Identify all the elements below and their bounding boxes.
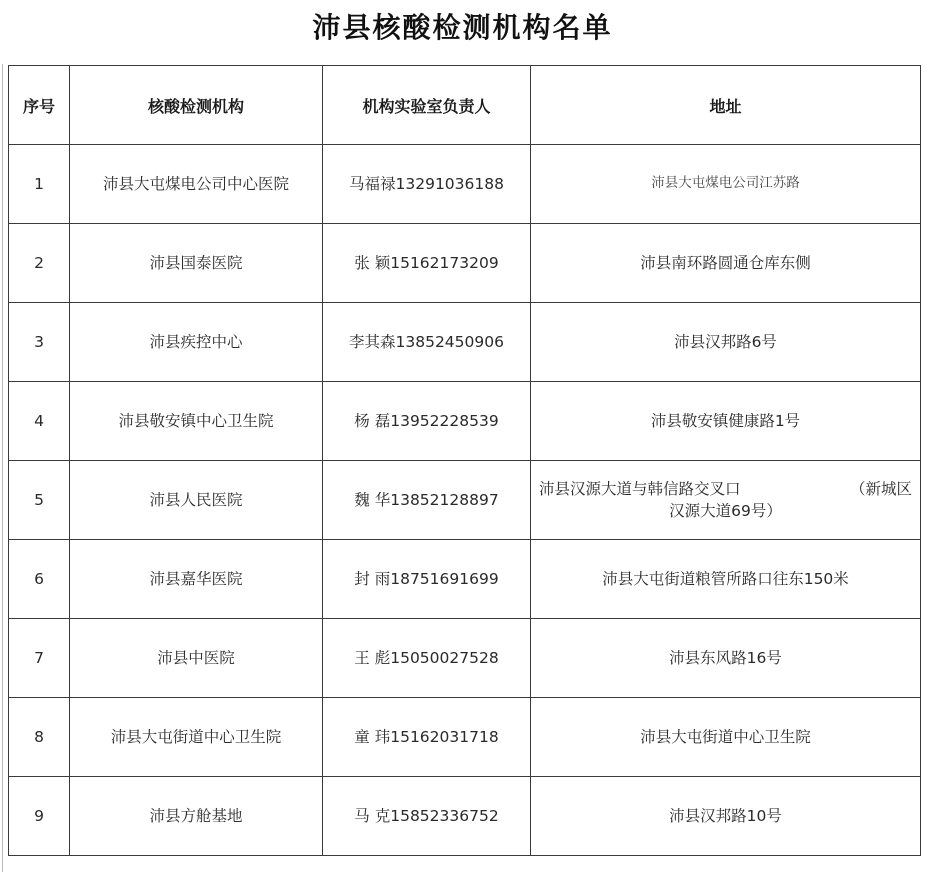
address-note: （新城区	[849, 479, 912, 498]
address-line-1	[537, 478, 914, 500]
header-institution: 核酸检测机构	[70, 66, 323, 145]
row-no: 6	[9, 540, 70, 619]
row-no: 7	[9, 619, 70, 698]
row-address: 沛县南环路圆通仓库东侧	[531, 224, 921, 303]
row-no: 4	[9, 382, 70, 461]
row-no: 9	[9, 777, 70, 856]
table-row	[9, 303, 921, 382]
row-institution: 沛县大屯街道中心卫生院	[70, 698, 323, 777]
row-institution: 沛县人民医院	[70, 461, 323, 540]
row-address: 沛县汉邦路6号	[531, 303, 921, 382]
row-institution: 沛县大屯煤电公司中心医院	[70, 145, 323, 224]
table-row	[9, 145, 921, 224]
row-lab-head: 马福禄13291036188	[323, 145, 531, 224]
header-no: 序号	[9, 66, 70, 145]
row-institution: 沛县疾控中心	[70, 303, 323, 382]
table-row	[9, 540, 921, 619]
page-title: 沛县核酸检测机构名单	[312, 11, 613, 44]
row-lab-head: 封 雨18751691699	[323, 540, 531, 619]
row-lab-head: 张 颖15162173209	[323, 224, 531, 303]
table-row	[9, 224, 921, 303]
row-institution: 沛县中医院	[70, 619, 323, 698]
row-no: 8	[9, 698, 70, 777]
row-address: 沛县汉邦路10号	[531, 777, 921, 856]
row-lab-head: 杨 磊13952228539	[323, 382, 531, 461]
row-lab-head: 童 玮15162031718	[323, 698, 531, 777]
table-row	[9, 619, 921, 698]
row-lab-head: 王 彪15050027528	[323, 619, 531, 698]
table-row	[9, 698, 921, 777]
row-lab-head: 李其森13852450906	[323, 303, 531, 382]
row-lab-head: 马 克15852336752	[323, 777, 531, 856]
row-no: 3	[9, 303, 70, 382]
row-no: 2	[9, 224, 70, 303]
row-address: 沛县东风路16号	[531, 619, 921, 698]
table-row	[9, 777, 921, 856]
row-lab-head: 魏 华13852128897	[323, 461, 531, 540]
header-lab-head: 机构实验室负责人	[323, 66, 531, 145]
table-row	[9, 382, 921, 461]
row-address: 沛县大屯街道粮管所路口往东150米	[531, 540, 921, 619]
address-main: 沛县汉源大道与韩信路交叉口	[539, 479, 741, 498]
page-edge-divider	[2, 64, 3, 872]
row-address: 沛县大屯街道中心卫生院	[531, 698, 921, 777]
header-address: 地址	[531, 66, 921, 145]
row-institution: 沛县国泰医院	[70, 224, 323, 303]
row-institution: 沛县敬安镇中心卫生院	[70, 382, 323, 461]
row-address: 沛县敬安镇健康路1号	[531, 382, 921, 461]
address-block	[537, 478, 914, 523]
row-address	[531, 461, 921, 540]
testing-institutions-table	[8, 65, 921, 856]
table-header-row	[9, 66, 921, 145]
table-row	[9, 461, 921, 540]
row-no: 1	[9, 145, 70, 224]
row-address: 沛县大屯煤电公司江苏路	[531, 145, 921, 224]
row-institution: 沛县方舱基地	[70, 777, 323, 856]
row-no: 5	[9, 461, 70, 540]
address-line-2: 汉源大道69号）	[669, 502, 782, 520]
row-institution: 沛县嘉华医院	[70, 540, 323, 619]
